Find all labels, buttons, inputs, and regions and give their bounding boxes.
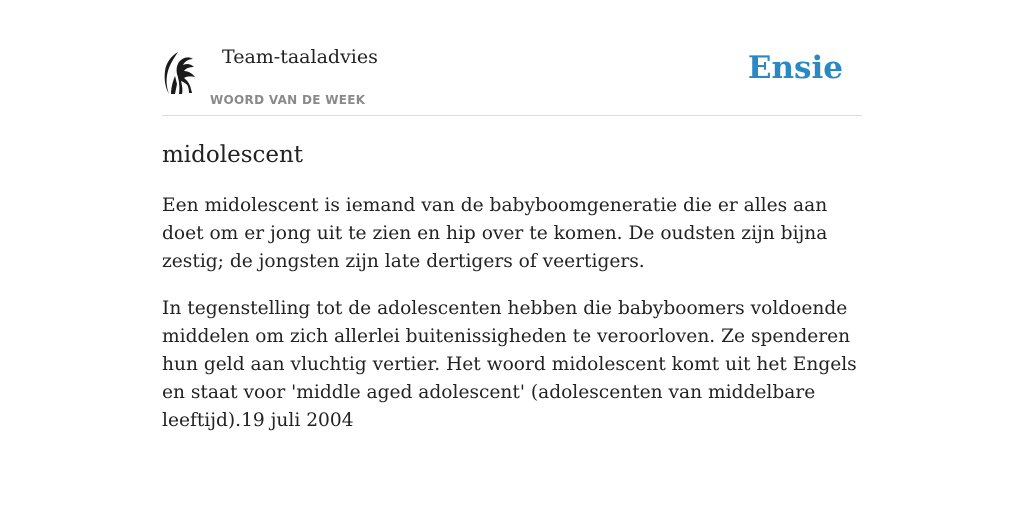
ensie-brand-link[interactable]: Ensie (747, 50, 843, 86)
section-label: WOORD VAN DE WEEK (210, 93, 366, 107)
team-name[interactable]: Team-taaladvies (222, 46, 378, 68)
flemish-lion-logo-icon (162, 49, 198, 97)
word-title: midolescent (162, 142, 304, 168)
definition-paragraph: Een midolescent is iemand van de babyboomgeneratie die er alles aan doet om er jong uit te zien en hip over te komen. De oudsten zijn bijna zestig; de jongsten zijn late dertigers of veertigers. (162, 195, 828, 272)
card-header (162, 40, 862, 116)
word-card (162, 40, 862, 435)
explanation-paragraph: In tegenstelling tot de adolescenten hebben die babyboomers voldoende middelen om zich allerlei buitenissigheden te veroorloven. Ze spenderen hun geld aan vluchtig vertier. Het woord midolescent komt uit het Engels en staat voor 'middle aged adolescent' (adolescenten van middelbare leeftijd).19 juli 2004 (162, 298, 857, 431)
